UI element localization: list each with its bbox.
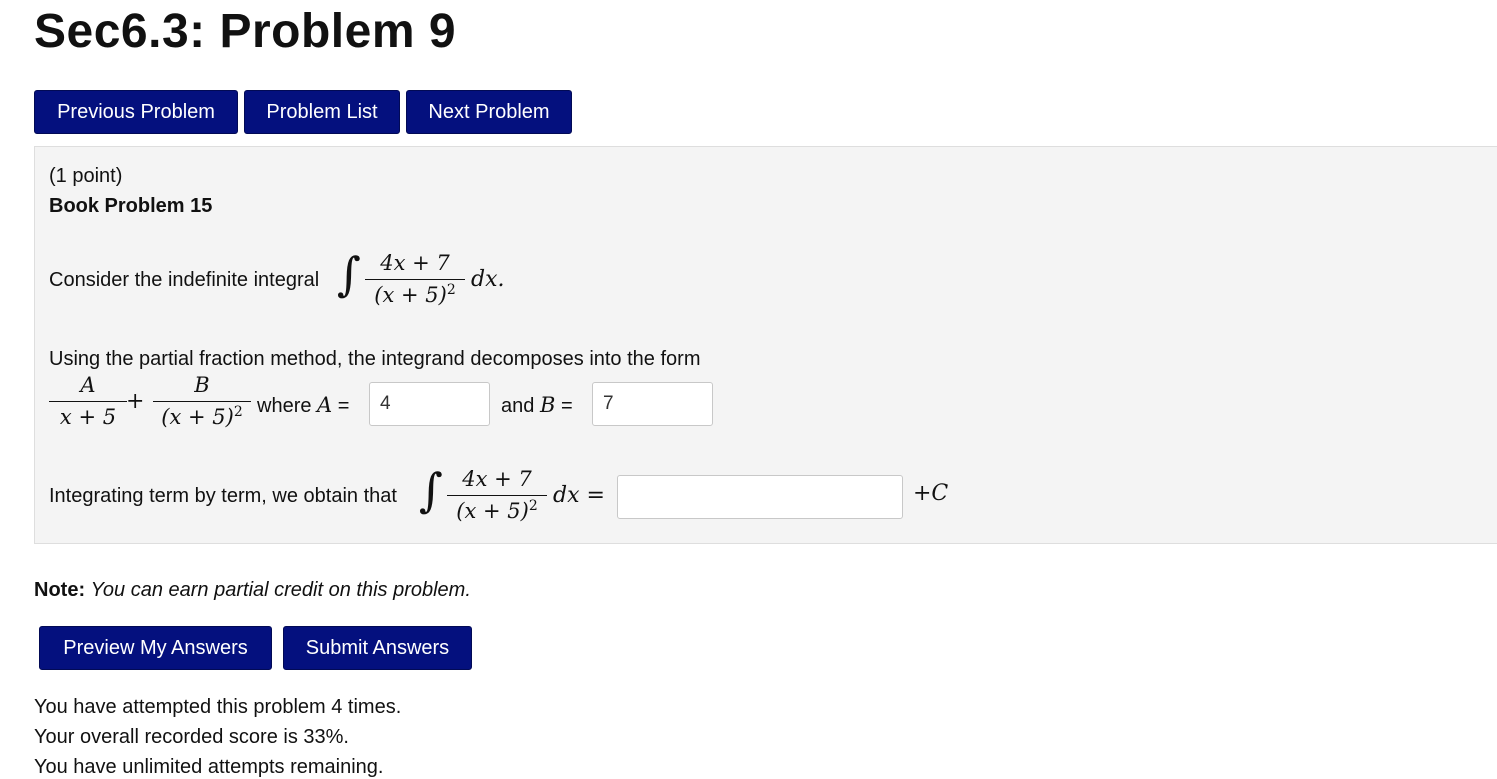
equals-b: = <box>560 395 573 417</box>
integrand-exponent-2: 2 <box>528 498 538 514</box>
remaining-text: You have unlimited attempts remaining. <box>34 756 384 778</box>
integrand-numerator-1: 4x + 7 <box>380 251 450 275</box>
equals-a: = <box>337 395 350 417</box>
plus-sign: + <box>126 389 145 414</box>
fraction-b-exponent: 2 <box>233 404 243 420</box>
integral-sign-2: ∫ <box>419 463 443 517</box>
book-problem-label: Book Problem 15 <box>49 195 213 217</box>
dx-period: dx. <box>471 267 505 292</box>
var-a: A <box>317 393 333 417</box>
and-text: and <box>501 395 535 417</box>
fraction-b-numerator: B <box>194 373 210 397</box>
integrand-exponent-1: 2 <box>446 282 456 298</box>
next-problem-button[interactable]: Next Problem <box>406 90 572 134</box>
where-text: where <box>257 395 312 417</box>
previous-problem-button[interactable]: Previous Problem <box>34 90 238 134</box>
submit-answers-button[interactable]: Submit Answers <box>283 626 472 670</box>
problem-list-button[interactable]: Problem List <box>244 90 400 134</box>
answer-b-input[interactable] <box>592 382 713 426</box>
antiderivative-input[interactable] <box>617 475 903 519</box>
var-b: B <box>539 393 556 417</box>
and-b-label <box>501 393 573 418</box>
problem-panel <box>34 146 1497 544</box>
integrand-fraction-1 <box>365 251 465 307</box>
fraction-a-numerator: A <box>80 373 96 397</box>
integrand-fraction-2 <box>447 467 547 523</box>
fraction-a <box>49 373 127 429</box>
partial-fraction-text: Using the partial fraction method, the integrand decomposes into the form <box>49 348 701 370</box>
integrand-numerator-2: 4x + 7 <box>462 467 532 491</box>
integrand-denominator-2: (x + 5) <box>456 499 529 523</box>
integral-sign-1: ∫ <box>337 247 361 301</box>
page-title: Sec6.3: Problem 9 <box>34 5 457 58</box>
preview-answers-button[interactable]: Preview My Answers <box>39 626 272 670</box>
plus-c: +C <box>913 481 949 506</box>
integrating-text: Integrating term by term, we obtain that <box>49 485 397 507</box>
attempts-text: You have attempted this problem 4 times. <box>34 696 402 718</box>
points-label: (1 point) <box>49 165 123 187</box>
where-a-label <box>257 393 349 418</box>
partial-credit-note <box>34 579 471 602</box>
integrand-denominator-1: (x + 5) <box>374 283 447 307</box>
fraction-a-denominator: x + 5 <box>59 405 117 429</box>
answer-a-input[interactable] <box>369 382 490 426</box>
score-text: Your overall recorded score is 33%. <box>34 726 349 748</box>
note-text: You can earn partial credit on this problem. <box>90 579 471 601</box>
fraction-b <box>153 373 251 429</box>
dx-equals: dx = <box>553 483 605 508</box>
fraction-b-denominator: (x + 5) <box>161 405 234 429</box>
consider-text: Consider the indefinite integral <box>49 269 320 291</box>
note-label: Note: <box>34 579 86 601</box>
